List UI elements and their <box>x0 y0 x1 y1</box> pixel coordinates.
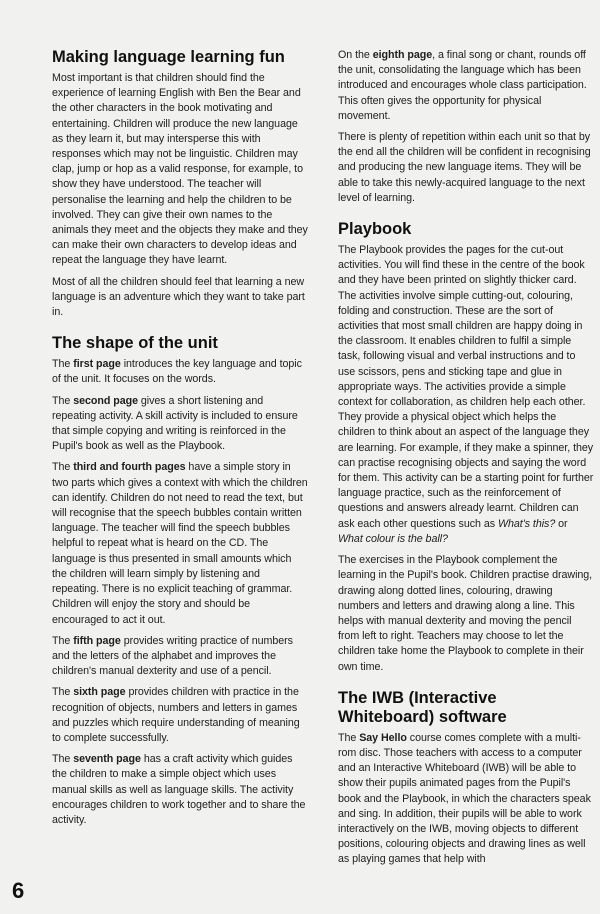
heading-making-language-fun: Making language learning fun <box>52 48 285 66</box>
paragraph-iwb: The Say Hello course comes complete with a multi-rom disc. Those teachers with access to a computer and an Interactive Whiteboard (IWB) will be able to show their pupils animated pages from the Pupil's book and the Playbook, in which the characters speak and sing. In addition, their pupils will be able to work interactively on the IWB, moving objects to different positions, colouring objects and drawing lines as well as playing games that help with <box>338 731 591 866</box>
paragraph: There is plenty of repetition within each unit so that by the end all the children will be confident in recognising and producing the new language items. They will be able to take this newly-acquired language to the next level of learning. <box>338 131 591 204</box>
paragraph-second-page: The second page gives a short listening and repeating activity. A skill activity is included to ensure that simple copying and writing is reinforced in the Pupil's book as well as the Playbook. <box>52 394 298 453</box>
right-column <box>338 48 594 874</box>
heading-iwb: The IWB (Interactive Whiteboard) software <box>338 688 507 726</box>
paragraph-third-fourth-pages: The third and fourth pages have a simple story in two parts which gives a context with which the children can identify. Children do not need to read the text, but will recognise that the speech bubbles contain written language. The teacher will find the speech bubbles helpful to repeat what is heard on the CD. The language is thus presented in small amounts which the children will learn simply by listening and repeating. There is no explicit teaching of grammar. Children will enjoy the story and should be encouraged to act it out. <box>52 461 308 626</box>
paragraph: The exercises in the Playbook complement the learning in the Pupil's book. Children practise drawing, drawing along dotted lines, colouring, drawing numbers and letters and drawing along a line. This helps with manual dexterity and moving the pencil from left to right. Teachers may choose to let the children take home the Playbook to complete in their own time. <box>338 554 593 673</box>
paragraph-sixth-page: The sixth page provides children with practice in the recognition of objects, numbers and letters in games and puzzles which require understanding of meaning to complete successfully. <box>52 686 300 744</box>
paragraph: Most important is that children should find the experience of learning English with Ben the Bear and the other characters in the book motivating and entertaining. Children will produce the new language as they learn it, but may intersperse this with responses which may not be linguistic. Children may clap, jump or hop as a valid response, for example, to show they have understood. The teacher will personalise the learning and help the children to be involved. They can give their own names to the animals they meet and the objects they make and they can make their own characters to develop ideas and repeat the language they have learnt. <box>52 72 308 267</box>
paragraph-first-page: The first page introduces the key language and topic of the unit. It focuses on the words. <box>52 358 302 386</box>
paragraph: Most of all the children should feel that learning a new language is an adventure which they want to take part in. <box>52 275 305 319</box>
paragraph-eighth-page: On the eighth page, a final song or chant, rounds off the unit, consolidating the language which has been introduced and encourages whole class participation. This often gives the opportunity for physical movement. <box>338 49 587 122</box>
heading-playbook: Playbook <box>338 220 412 239</box>
page-number: 6 <box>12 878 25 903</box>
paragraph-seventh-page: The seventh page has a craft activity which guides the children to make a simple object which uses manual skills as well as language skills. The activity encourages children to work together and to share the activity. <box>52 753 306 826</box>
paragraph-playbook: The Playbook provides the pages for the cut-out activities. You will find these in the centre of the book and they have been printed on slightly thicker card. The activities involve simple cutting-out, colouring, folding and construction. These are the sort of activities that most small children are happy doing in the classroom. It enables children to fulfil a simple task, following visual and verbal instructions and to use scissors, pens and sticking tape and glue in appropriate ways. The activities provide a simple context for collaboration, as children help each other. They provide a physical object which helps the children to think about an aspect of the language they are learning. For example, if they make a spinner, they can practise recognising objects and saying the word for them. This activity can be a starting point for further language practice, such as the reinforcement of questions and answers already learnt. Children can ask each other questions such as What's this? or What colour is the ball? <box>338 244 594 545</box>
heading-shape-of-unit: The shape of the unit <box>52 334 218 353</box>
left-column <box>52 48 308 834</box>
paragraph-fifth-page: The fifth page provides writing practice of numbers and the letters of the alphabet and improves the children's manual dexterity and use of a pencil. <box>52 634 293 678</box>
